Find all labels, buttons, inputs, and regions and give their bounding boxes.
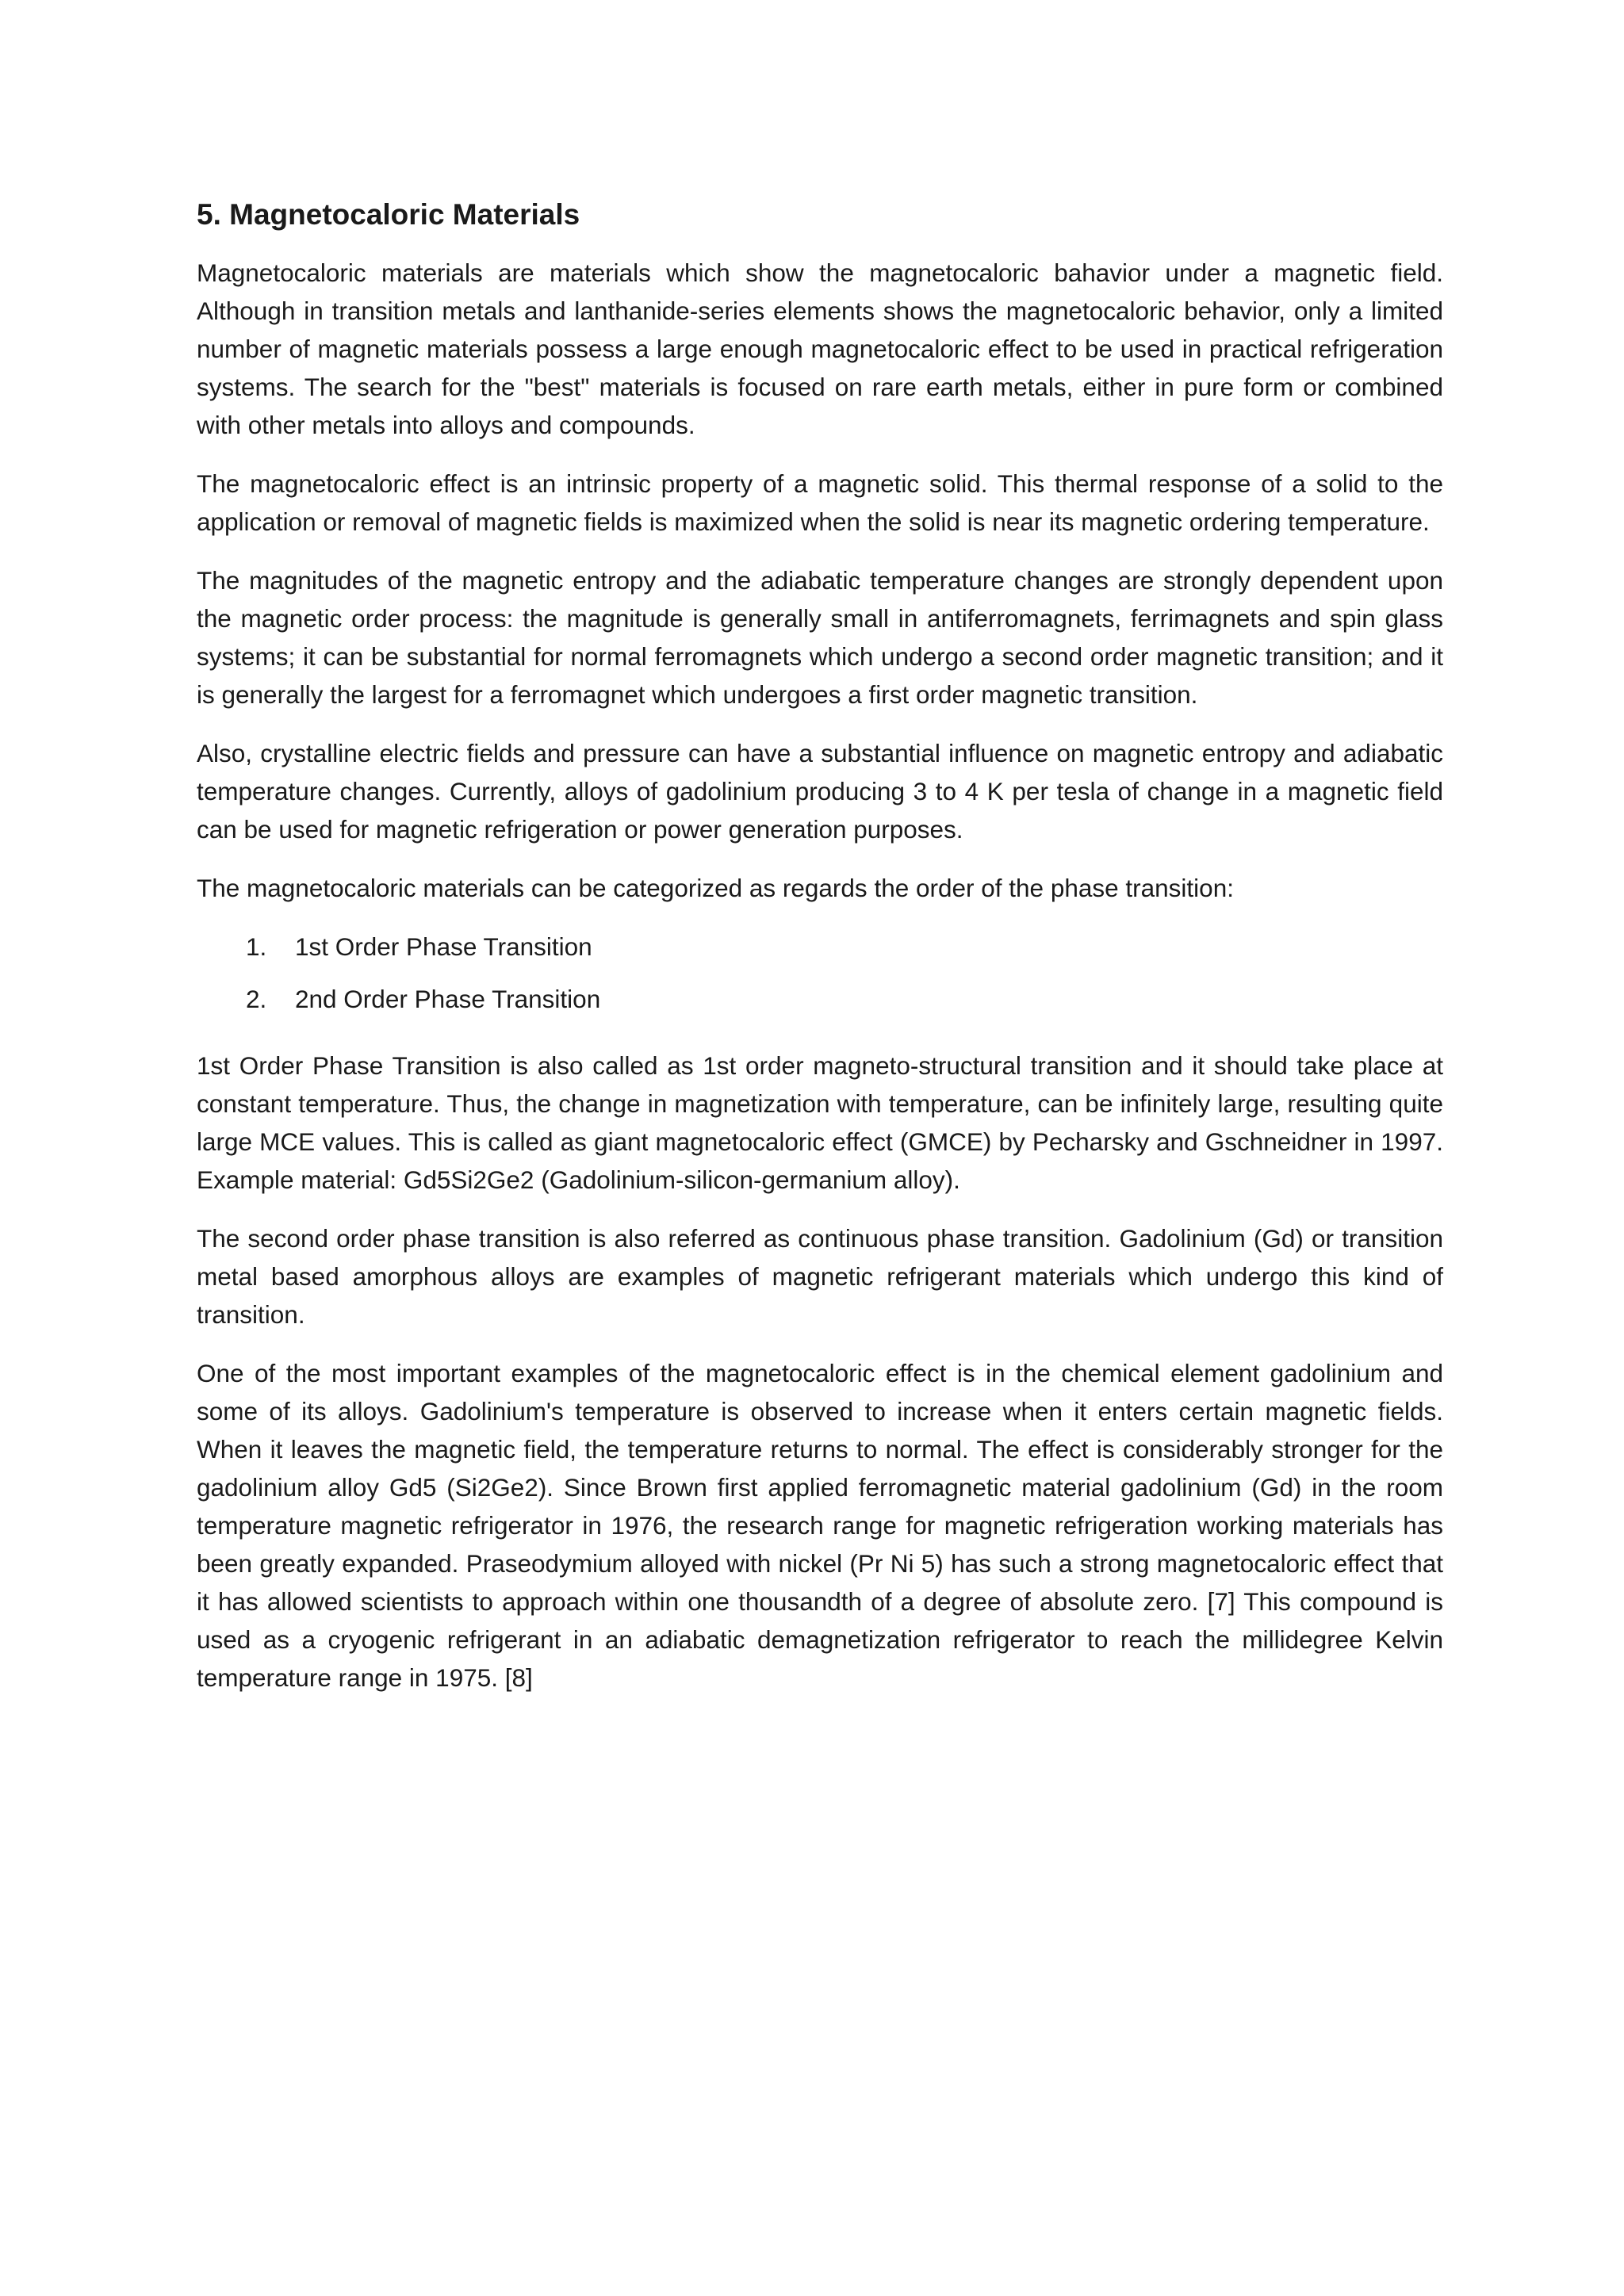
list-item-number: 1.: [246, 932, 267, 961]
list-item-number: 2.: [246, 985, 267, 1013]
paragraph-second-order: The second order phase transition is also referred as continuous phase transition. Gadolinium (Gd) or transition metal based amorphous alloys are examples of magnetic refrigerant materials which undergo this kind of transition.: [197, 1224, 1443, 1329]
paragraph-gadolinium: One of the most important examples of the magnetocaloric effect is in the chemical element gadolinium and some of its alloys. Gadolinium's temperature is observed to increase when it enters certain magnetic fields. When it leaves the magnetic field, the temperature returns to normal. The effect is considerably stronger for the gadolinium alloy Gd5 (Si2Ge2). Since Brown first applied ferromagnetic material gadolinium (Gd) in the room temperature magnetic refrigerator in 1976, the research range for magnetic refrigeration working materials has been greatly expanded. Praseodymium alloyed with nickel (Pr Ni 5) has such a strong magnetocaloric effect that it has allowed scientists to approach within one thousandth of a degree of absolute zero. [7] This compound is used as a cryogenic refrigerant in an adiabatic demagnetization refrigerator to reach the millidegree Kelvin temperature range in 1975. [8]: [197, 1359, 1443, 1692]
page-content: [197, 197, 1443, 1717]
paragraph-categorization: The magnetocaloric materials can be categorized as regards the order of the phase transition:: [197, 874, 1234, 902]
section-heading: 5. Magnetocaloric Materials: [197, 198, 580, 231]
paragraph-first-order: 1st Order Phase Transition is also called as 1st order magneto-structural transition and it should take place at constant temperature. Thus, the change in magnetization with temperature, can be infinitely large, resulting quite large MCE values. This is called as giant magnetocaloric effect (GMCE) by Pecharsky and Gschneidner in 1997. Example material: Gd5Si2Ge2 (Gadolinium-silicon-germanium alloy).: [197, 1051, 1443, 1194]
paragraph-crystalline-fields: Also, crystalline electric fields and pressure can have a substantial influence on magnetic entropy and adiabatic temperature changes. Currently, alloys of gadolinium producing 3 to 4 K per tesla of change in a magnetic field can be used for magnetic refrigeration or power generation purposes.: [197, 739, 1443, 844]
paragraph-magnitudes: The magnitudes of the magnetic entropy and the adiabatic temperature changes are strongly dependent upon the magnetic order process: the magnitude is generally small in antiferromagnets, ferrimagnets and spin glass systems; it can be substantial for normal ferromagnets which undergo a second order magnetic transition; and it is generally the largest for a ferromagnet which undergoes a first order magnetic transition.: [197, 566, 1443, 709]
list-item: [197, 980, 1443, 1018]
paragraph-intro: Magnetocaloric materials are materials which show the magnetocaloric bahavior under a magnetic field. Although in transition metals and lanthanide-series elements shows the magnetocaloric behavior, only a limited number of magnetic materials possess a large enough magnetocaloric effect to be used in practical refrigeration systems. The search for the "best" materials is focused on rare earth metals, either in pure form or combined with other metals into alloys and compounds.: [197, 258, 1443, 439]
paragraph-intrinsic-property: The magnetocaloric effect is an intrinsic property of a magnetic solid. This thermal response of a solid to the application or removal of magnetic fields is maximized when the solid is near its magnetic ordering temperature.: [197, 469, 1443, 536]
list-item: [197, 928, 1443, 966]
list-item-text: 2nd Order Phase Transition: [295, 985, 601, 1013]
list-item-text: 1st Order Phase Transition: [295, 932, 592, 961]
phase-transition-list: [197, 928, 1443, 1018]
